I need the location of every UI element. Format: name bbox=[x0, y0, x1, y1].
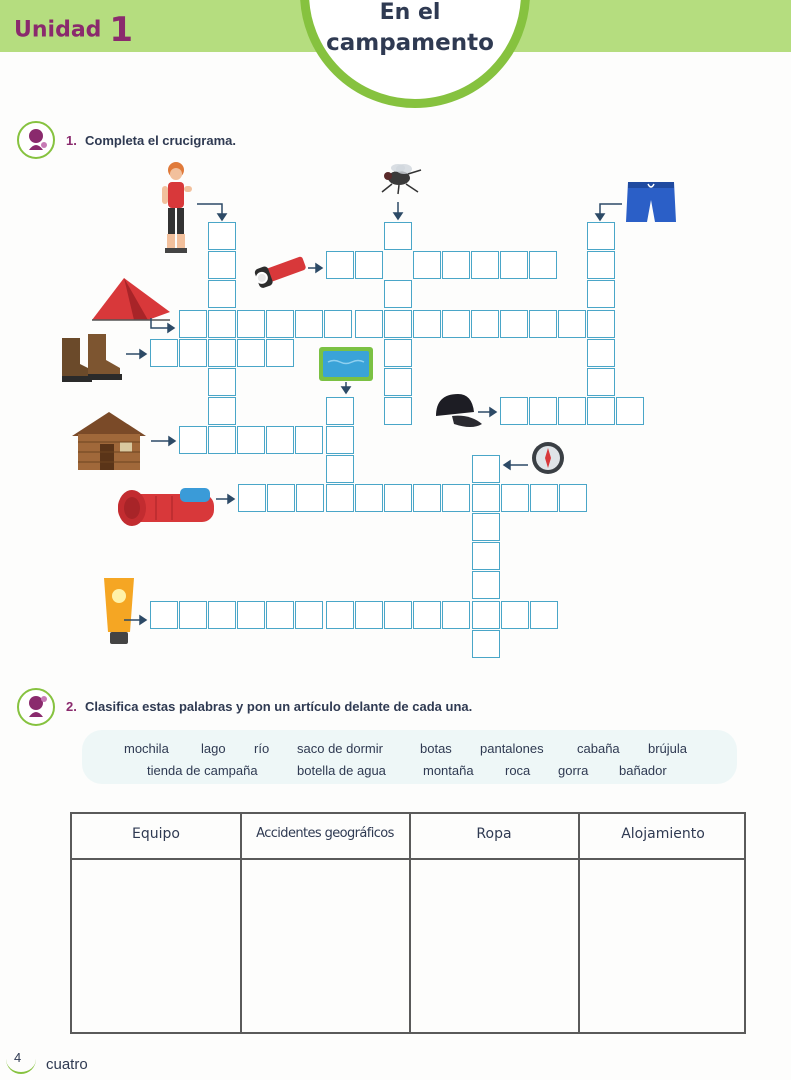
crossword-cell[interactable] bbox=[208, 368, 236, 396]
exercise-1-number: 1. bbox=[66, 133, 77, 148]
crossword-cell[interactable] bbox=[500, 251, 528, 279]
crossword-cell[interactable] bbox=[237, 339, 265, 367]
word-bank-item: botella de agua bbox=[297, 763, 386, 778]
crossword-cell[interactable] bbox=[237, 601, 265, 629]
crossword-cell[interactable] bbox=[326, 426, 354, 454]
word-bank-item: tienda de campaña bbox=[147, 763, 258, 778]
crossword-cell[interactable] bbox=[442, 601, 470, 629]
crossword-cell[interactable] bbox=[384, 222, 412, 250]
word-bank-item: saco de dormir bbox=[297, 741, 383, 756]
crossword-cell[interactable] bbox=[472, 513, 500, 541]
crossword-cell[interactable] bbox=[326, 484, 354, 512]
thinking-character-icon bbox=[17, 688, 55, 726]
word-bank-item: pantalones bbox=[480, 741, 544, 756]
word-bank-item: río bbox=[254, 741, 270, 756]
crossword-cell[interactable] bbox=[529, 397, 557, 425]
crossword-cell[interactable] bbox=[208, 310, 236, 338]
crossword-cell[interactable] bbox=[587, 339, 615, 367]
crossword-cell[interactable] bbox=[326, 397, 354, 425]
word-bank-item: cabaña bbox=[577, 741, 620, 756]
crossword-cell[interactable] bbox=[413, 484, 441, 512]
word-bank-item: roca bbox=[505, 763, 531, 778]
crossword-cell[interactable] bbox=[500, 310, 528, 338]
crossword-cell[interactable] bbox=[208, 222, 236, 250]
crossword-cell[interactable] bbox=[587, 222, 615, 250]
crossword-cell[interactable] bbox=[442, 484, 470, 512]
word-bank-item: bañador bbox=[619, 763, 667, 778]
crossword-cell[interactable] bbox=[208, 397, 236, 425]
crossword-cell[interactable] bbox=[384, 397, 412, 425]
crossword-cell[interactable] bbox=[530, 484, 558, 512]
table-header-equipo: Equipo bbox=[132, 826, 180, 842]
crossword-cell[interactable] bbox=[559, 484, 587, 512]
crossword-cell[interactable] bbox=[442, 251, 470, 279]
crossword-cell[interactable] bbox=[587, 310, 615, 338]
crossword-cell[interactable] bbox=[529, 310, 557, 338]
table-cell-alojamiento[interactable] bbox=[580, 860, 744, 1032]
crossword-cell[interactable] bbox=[295, 426, 323, 454]
crossword-cell[interactable] bbox=[326, 601, 354, 629]
crossword-cell[interactable] bbox=[208, 251, 236, 279]
crossword-cell[interactable] bbox=[179, 426, 207, 454]
crossword-cell[interactable] bbox=[179, 310, 207, 338]
crossword-cell[interactable] bbox=[530, 601, 558, 629]
crossword-cell[interactable] bbox=[616, 397, 644, 425]
crossword-cell[interactable] bbox=[266, 339, 294, 367]
crossword-cell[interactable] bbox=[587, 397, 615, 425]
table-header-alojamiento: Alojamiento bbox=[621, 826, 705, 842]
crossword-cell[interactable] bbox=[208, 339, 236, 367]
page-number-word: cuatro bbox=[46, 1056, 88, 1073]
crossword-cell[interactable] bbox=[529, 251, 557, 279]
crossword-cell[interactable] bbox=[558, 310, 586, 338]
crossword-cell[interactable] bbox=[384, 601, 412, 629]
crossword-cell[interactable] bbox=[587, 368, 615, 396]
crossword-cell[interactable] bbox=[326, 251, 354, 279]
crossword-cell[interactable] bbox=[472, 542, 500, 570]
crossword-cell[interactable] bbox=[326, 455, 354, 483]
crossword-cell[interactable] bbox=[472, 455, 500, 483]
exercise-2-number: 2. bbox=[66, 699, 77, 714]
word-bank-item: brújula bbox=[648, 741, 688, 756]
crossword-cell[interactable] bbox=[355, 310, 383, 338]
title-line-2: campamento bbox=[326, 30, 494, 56]
crossword-cell[interactable] bbox=[266, 426, 294, 454]
crossword-cell[interactable] bbox=[266, 601, 294, 629]
crossword-cell[interactable] bbox=[442, 310, 470, 338]
crossword-cell[interactable] bbox=[355, 484, 383, 512]
table-header-ropa: Ropa bbox=[476, 826, 512, 842]
unit-number: 1 bbox=[109, 10, 134, 50]
crossword-cell[interactable] bbox=[501, 601, 529, 629]
crossword-cell[interactable] bbox=[587, 251, 615, 279]
crossword-cell[interactable] bbox=[266, 310, 294, 338]
crossword-cell[interactable] bbox=[501, 484, 529, 512]
crossword-cell[interactable] bbox=[384, 310, 412, 338]
crossword-cell[interactable] bbox=[471, 251, 499, 279]
crossword-cell[interactable] bbox=[296, 484, 324, 512]
crossword-cell[interactable] bbox=[237, 310, 265, 338]
crossword-cell[interactable] bbox=[208, 601, 236, 629]
crossword-cell[interactable] bbox=[472, 601, 500, 629]
table-header-accidentes: Accidentes geográficos bbox=[256, 826, 394, 841]
word-bank-item: botas bbox=[420, 741, 452, 756]
crossword-cell[interactable] bbox=[324, 310, 352, 338]
exercise-2-instruction: Clasifica estas palabras y pon un artículo delante de cada una. bbox=[85, 699, 473, 714]
crossword-cell[interactable] bbox=[208, 426, 236, 454]
crossword-cell[interactable] bbox=[472, 571, 500, 599]
crossword-cell[interactable] bbox=[384, 339, 412, 367]
classification-table bbox=[70, 812, 746, 1034]
crossword-cell[interactable] bbox=[267, 484, 295, 512]
crossword-cell[interactable] bbox=[472, 484, 500, 512]
crossword-cell[interactable] bbox=[238, 484, 266, 512]
crossword-cell[interactable] bbox=[558, 397, 586, 425]
table-cell-ropa[interactable] bbox=[411, 860, 577, 1032]
word-bank-item: mochila bbox=[124, 741, 169, 756]
crossword-cell[interactable] bbox=[295, 310, 323, 338]
table-cell-accidentes[interactable] bbox=[242, 860, 408, 1032]
crossword-cell[interactable] bbox=[179, 339, 207, 367]
crossword-cell[interactable] bbox=[471, 310, 499, 338]
crossword-cell[interactable] bbox=[237, 426, 265, 454]
crossword-cell[interactable] bbox=[295, 601, 323, 629]
crossword-cell[interactable] bbox=[384, 368, 412, 396]
crossword-cell[interactable] bbox=[179, 601, 207, 629]
table-cell-equipo[interactable] bbox=[72, 860, 239, 1032]
word-bank-item: montaña bbox=[423, 763, 474, 778]
crossword-cell[interactable] bbox=[472, 630, 500, 658]
word-bank-item: lago bbox=[201, 741, 226, 756]
crossword-cell[interactable] bbox=[413, 601, 441, 629]
title-line-1: En el bbox=[379, 0, 441, 25]
crossword-cell[interactable] bbox=[150, 601, 178, 629]
crossword-cell[interactable] bbox=[413, 310, 441, 338]
page-number: 4 bbox=[14, 1050, 22, 1065]
word-bank-item: gorra bbox=[558, 763, 589, 778]
crossword-cell[interactable] bbox=[500, 397, 528, 425]
exercise-1-instruction: Completa el crucigrama. bbox=[85, 133, 236, 148]
crossword-cell[interactable] bbox=[208, 280, 236, 308]
crossword-cell[interactable] bbox=[413, 251, 441, 279]
crossword-cell[interactable] bbox=[587, 280, 615, 308]
crossword-cell[interactable] bbox=[355, 251, 383, 279]
crossword-cell[interactable] bbox=[150, 339, 178, 367]
crossword-cell[interactable] bbox=[355, 601, 383, 629]
crossword-cell[interactable] bbox=[384, 484, 412, 512]
crossword-cell[interactable] bbox=[384, 280, 412, 308]
unit-word: Unidad bbox=[14, 17, 102, 43]
